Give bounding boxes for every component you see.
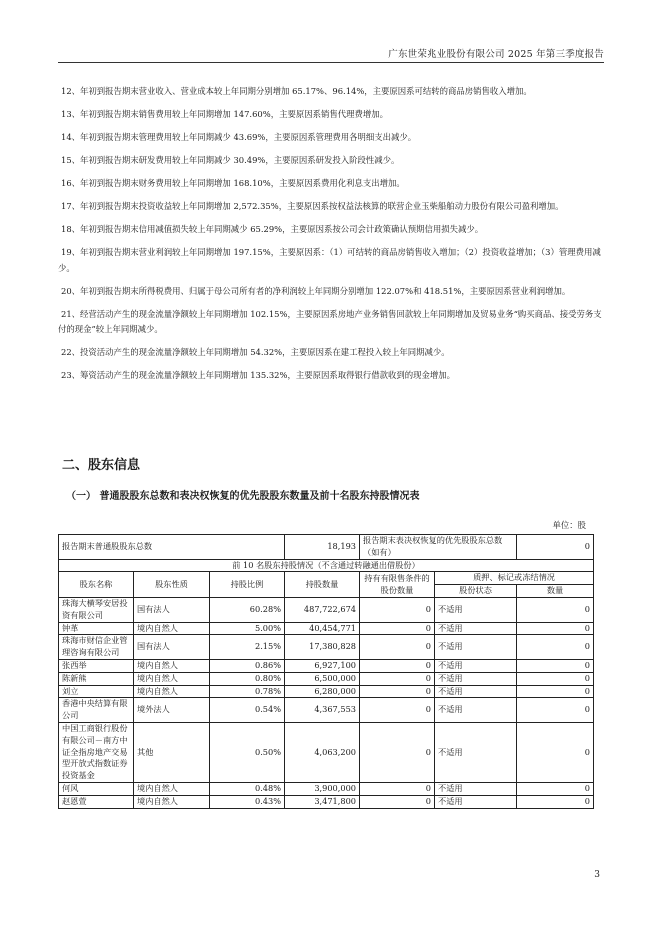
cell-status: 不适用 xyxy=(435,685,517,698)
cell-status: 不适用 xyxy=(435,635,517,660)
cell-qty: 0 xyxy=(517,622,594,635)
table-row xyxy=(59,782,594,795)
cell-shares: 40,454,771 xyxy=(285,622,360,635)
cell-shares: 6,500,000 xyxy=(285,672,360,685)
note-21: 21、经营活动产生的现金流量净额较上年同期增加 102.15%，主要原因系房地产业务销售回款较上年同期增加及贸易业务“购买商品、接受劳务支付的现金”较上年同期减少。 xyxy=(58,308,602,334)
subsection-title: （一） 普通股股东总数和表决权恢复的优先股股东数量及前十名股东持股情况表 xyxy=(66,491,420,502)
caption-row xyxy=(59,559,594,572)
cell-name: 何风 xyxy=(59,782,134,795)
header-name: 股东名称 xyxy=(59,572,134,598)
cell-name: 珠海市财信企业管理咨询有限公司 xyxy=(59,635,134,660)
table-row xyxy=(59,722,594,782)
cell-nature: 国有法人 xyxy=(134,597,210,622)
cell-qty: 0 xyxy=(517,672,594,685)
note-23: 23、筹资活动产生的现金流量净额较上年同期增加 135.32%，主要原因系取得银行借款收到的现金增加。 xyxy=(61,370,455,380)
header-pledge-group: 质押、标记或冻结情况 xyxy=(435,572,594,585)
header-shares: 持股数量 xyxy=(285,572,360,598)
cell-restricted: 0 xyxy=(360,622,435,635)
cell-shares: 4,063,200 xyxy=(285,722,360,782)
page-header: 广东世荣兆业股份有限公司 2025 年第三季度报告 xyxy=(388,49,604,60)
cell-nature: 国有法人 xyxy=(134,635,210,660)
note-20: 20、年初到报告期末所得税费用、归属于母公司所有者的净利润较上年同期分别增加 122.07%和 418.51%，主要原因系营业利润增加。 xyxy=(61,285,571,296)
table-row xyxy=(59,635,594,660)
cell-ratio: 0.80% xyxy=(210,672,285,685)
section-title: 二、股东信息 xyxy=(62,458,141,473)
cell-nature: 境内自然人 xyxy=(134,659,210,672)
cell-nature: 境内自然人 xyxy=(134,685,210,698)
note-14: 14、年初到报告期末管理费用较上年同期减少 43.69%，主要原因系管理费用各明细支出减少。 xyxy=(61,132,417,142)
cell-ratio: 0.78% xyxy=(210,685,285,698)
cell-status: 不适用 xyxy=(435,672,517,685)
cell-ratio: 0.54% xyxy=(210,698,285,723)
cell-ratio: 5.00% xyxy=(210,622,285,635)
cell-restricted: 0 xyxy=(360,795,435,808)
cell-status: 不适用 xyxy=(435,622,517,635)
note-18: 18、年初到报告期末信用减值损失较上年同期减少 65.29%，主要原因系按公司会计政策确认预期信用损失减少。 xyxy=(61,224,484,234)
shareholders-table xyxy=(58,534,594,809)
note-22: 22、投资活动产生的现金流量净额较上年同期增加 54.32%，主要原因系在建工程投入较上年同期减少。 xyxy=(61,347,450,357)
cell-ratio: 0.48% xyxy=(210,782,285,795)
cell-nature: 境内自然人 xyxy=(134,782,210,795)
note-19: 19、年初到报告期末营业利润较上年同期增加 197.15%，主要原因系：（1）可结转的商品房销售收入增加；（2）投资收益增加；（3）管理费用减少。 xyxy=(58,247,601,273)
header-divider xyxy=(58,62,604,63)
summary-row xyxy=(59,535,594,560)
cell-name: 刘立 xyxy=(59,685,134,698)
header-restricted: 持有有限售条件的股份数量 xyxy=(360,572,435,598)
table-row xyxy=(59,597,594,622)
cell-shares: 17,380,828 xyxy=(285,635,360,660)
cell-status: 不适用 xyxy=(435,597,517,622)
cell-nature: 境内自然人 xyxy=(134,672,210,685)
cell-restricted: 0 xyxy=(360,672,435,685)
cell-name: 钟革 xyxy=(59,622,134,635)
preferred-holders-value: 0 xyxy=(517,535,594,560)
cell-restricted: 0 xyxy=(360,597,435,622)
cell-qty: 0 xyxy=(517,659,594,672)
cell-ratio: 0.43% xyxy=(210,795,285,808)
notes-list xyxy=(58,84,604,391)
table-row xyxy=(59,795,594,808)
cell-name: 香港中央结算有限公司 xyxy=(59,698,134,723)
cell-shares: 3,900,000 xyxy=(285,782,360,795)
table-row xyxy=(59,622,594,635)
cell-name: 中国工商银行股份有限公司－南方中证全指房地产交易型开放式指数证券投资基金 xyxy=(59,722,134,782)
cell-restricted: 0 xyxy=(360,685,435,698)
cell-name: 珠海大横琴安居投资有限公司 xyxy=(59,597,134,622)
header-nature: 股东性质 xyxy=(134,572,210,598)
cell-status: 不适用 xyxy=(435,698,517,723)
cell-qty: 0 xyxy=(517,698,594,723)
table-body xyxy=(59,597,594,808)
cell-qty: 0 xyxy=(517,597,594,622)
cell-qty: 0 xyxy=(517,685,594,698)
page-number: 3 xyxy=(594,870,600,880)
note-16: 16、年初到报告期末财务费用较上年同期增加 168.10%，主要原因系费用化利息支出增加。 xyxy=(61,178,405,188)
cell-shares: 4,367,553 xyxy=(285,698,360,723)
cell-status: 不适用 xyxy=(435,722,517,782)
cell-shares: 6,927,100 xyxy=(285,659,360,672)
cell-name: 陈新熊 xyxy=(59,672,134,685)
cell-shares: 487,722,674 xyxy=(285,597,360,622)
note-17: 17、年初到报告期末投资收益较上年同期增加 2,572.35%，主要原因系按权益法核算的联营企业玉柴船舶动力股份有限公司盈利增加。 xyxy=(61,201,564,211)
top10-caption: 前 10 名股东持股情况（不含通过转融通出借股份） xyxy=(59,559,594,572)
cell-shares: 6,280,000 xyxy=(285,685,360,698)
cell-restricted: 0 xyxy=(360,698,435,723)
table-row xyxy=(59,659,594,672)
header-ratio: 持股比例 xyxy=(210,572,285,598)
cell-qty: 0 xyxy=(517,635,594,660)
cell-status: 不适用 xyxy=(435,782,517,795)
note-12: 12、年初到报告期末营业收入、营业成本较上年同期分别增加 65.17%、96.14%，主要原因系可结转的商品房销售收入增加。 xyxy=(61,86,532,96)
preferred-holders-label: 报告期末表决权恢复的优先股股东总数（如有） xyxy=(360,535,517,560)
cell-ratio: 60.28% xyxy=(210,597,285,622)
table-row xyxy=(59,698,594,723)
cell-nature: 境内自然人 xyxy=(134,795,210,808)
cell-nature: 境外法人 xyxy=(134,698,210,723)
note-13: 13、年初到报告期末销售费用较上年同期增加 147.60%，主要原因系销售代理费增加。 xyxy=(61,109,388,119)
cell-restricted: 0 xyxy=(360,659,435,672)
cell-nature: 境内自然人 xyxy=(134,622,210,635)
header-row xyxy=(59,572,594,585)
cell-qty: 0 xyxy=(517,782,594,795)
table-row xyxy=(59,685,594,698)
header-pledge-status: 股份状态 xyxy=(435,585,517,598)
cell-qty: 0 xyxy=(517,795,594,808)
cell-ratio: 0.50% xyxy=(210,722,285,782)
cell-ratio: 0.86% xyxy=(210,659,285,672)
cell-status: 不适用 xyxy=(435,795,517,808)
cell-name: 赵恩萱 xyxy=(59,795,134,808)
cell-shares: 3,471,800 xyxy=(285,795,360,808)
cell-status: 不适用 xyxy=(435,659,517,672)
unit-label: 单位：股 xyxy=(552,520,586,530)
cell-nature: 其他 xyxy=(134,722,210,782)
cell-restricted: 0 xyxy=(360,722,435,782)
cell-ratio: 2.15% xyxy=(210,635,285,660)
table-row xyxy=(59,672,594,685)
cell-restricted: 0 xyxy=(360,635,435,660)
cell-qty: 0 xyxy=(517,722,594,782)
cell-name: 张西举 xyxy=(59,659,134,672)
total-holders-label: 报告期末普通股股东总数 xyxy=(59,535,285,560)
total-holders-value: 18,193 xyxy=(285,535,360,560)
note-15: 15、年初到报告期末研发费用较上年同期减少 30.49%，主要原因系研发投入阶段性减少。 xyxy=(61,155,400,165)
cell-restricted: 0 xyxy=(360,782,435,795)
header-pledge-qty: 数量 xyxy=(517,585,594,598)
